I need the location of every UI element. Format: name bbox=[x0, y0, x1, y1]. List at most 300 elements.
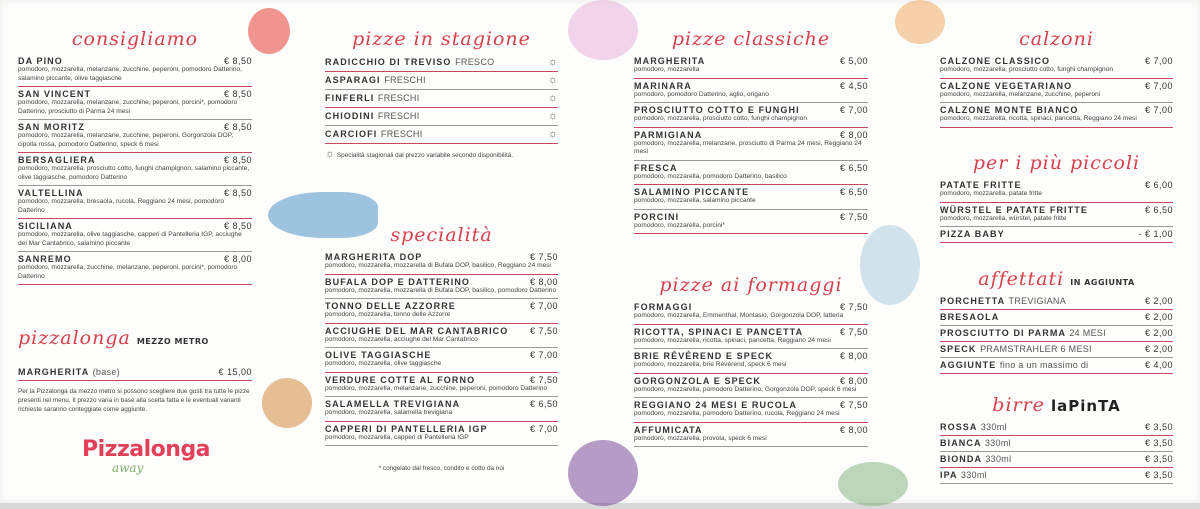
item-name: CALZONE MONTE BIANCO bbox=[940, 105, 1079, 115]
menu-item bbox=[325, 397, 558, 422]
section-pizzalonga bbox=[18, 327, 252, 414]
menu-item-description: pomodoro, mozzarella, olive taggiasche, capperi di Pantelleria IGP, acciughe del Mar Cantabrico, salamino piccante bbox=[18, 231, 242, 247]
menu-item-name bbox=[18, 254, 72, 264]
section-affettati bbox=[940, 268, 1173, 374]
menu-item-row bbox=[18, 56, 252, 66]
item-qualifier: 330ml bbox=[985, 454, 1012, 464]
menu-item bbox=[634, 423, 868, 448]
item-qualifier: PRAMSTRAHLER 6 MESI bbox=[980, 344, 1092, 354]
item-name: BIONDA bbox=[940, 454, 982, 464]
menu-item-row bbox=[634, 302, 868, 312]
menu-item-description: pomodoro, mozzarella, ricotta, spinaci, pancetta, Reggiano 24 mesi bbox=[634, 336, 831, 344]
section-pizze-classiche bbox=[634, 28, 868, 234]
menu-item-name bbox=[940, 454, 1011, 464]
menu-item bbox=[940, 468, 1173, 484]
menu-item-price: € 6,50 bbox=[1144, 204, 1173, 215]
fish2-illustration bbox=[860, 225, 920, 305]
menu-item-description: pomodoro, mozzarella, prosciutto cotto, funghi champignon bbox=[634, 115, 807, 122]
menu-item bbox=[325, 108, 558, 126]
item-name: REGGIANO 24 MESI E RUCOLA bbox=[634, 400, 798, 410]
item-name: PORCHETTA bbox=[940, 296, 1005, 306]
item-name: CHIODINI bbox=[325, 111, 375, 121]
menu-item-row bbox=[634, 351, 868, 361]
pizzalonga-logo-tagline: away bbox=[112, 461, 144, 475]
menu-item-row bbox=[634, 400, 868, 410]
menu-item-name bbox=[634, 81, 692, 91]
menu-item-description: pomodoro, mozzarella, provola, speck 6 mesi bbox=[634, 434, 767, 442]
menu-item-description: pomodoro, mozzarella, ricotta, spinaci, pancetta, Reggiano 24 mesi bbox=[940, 115, 1137, 122]
item-name: CALZONE VEGETARIANO bbox=[940, 80, 1073, 91]
menu-item-price: € 3,50 bbox=[1144, 470, 1173, 480]
menu-item-description: pomodoro, mozzarella, melanzane, prosciutto di Parma 24 mesi, Reggiano 24 mesi bbox=[634, 139, 862, 155]
menu-item-name bbox=[634, 187, 749, 197]
menu-item-price: € 4,00 bbox=[1144, 360, 1173, 370]
menu-item bbox=[634, 54, 868, 79]
menu-item bbox=[18, 252, 252, 285]
menu-item-row bbox=[940, 344, 1173, 354]
menu-item bbox=[18, 365, 252, 381]
section-title bbox=[325, 28, 558, 54]
menu-item bbox=[940, 452, 1173, 468]
menu-item-name bbox=[18, 155, 96, 165]
section-title-text: per i più piccoli bbox=[972, 152, 1141, 174]
menu-item-name bbox=[940, 422, 1007, 432]
menu-item-row bbox=[634, 425, 868, 435]
item-name: SPECK bbox=[940, 344, 977, 354]
footnote: * congelato dal fresco, condito e cotto da noi bbox=[378, 465, 505, 472]
menu-item-row bbox=[325, 399, 558, 409]
menu-item-name bbox=[634, 212, 679, 222]
menu-item-row bbox=[634, 212, 868, 222]
item-name: DA PINO bbox=[18, 56, 63, 66]
item-name: SANREMO bbox=[18, 254, 72, 264]
eggplant-illustration bbox=[568, 440, 638, 506]
menu-item-name bbox=[634, 376, 761, 386]
item-name: BUFALA DOP E DATTERINO bbox=[325, 276, 471, 287]
menu-item bbox=[18, 153, 252, 186]
menu-item-price: € 8,50 bbox=[223, 56, 252, 66]
item-name: VALTELLINA bbox=[18, 188, 84, 198]
menu-item-row bbox=[940, 105, 1173, 115]
item-name: FINFERLI bbox=[325, 93, 375, 103]
seasonal-sun-icon: ☼ bbox=[547, 128, 558, 140]
menu-item-description: pomodoro, mozzarella, porcini* bbox=[634, 221, 725, 229]
menu-item-row bbox=[634, 327, 868, 337]
menu-item-name bbox=[634, 105, 800, 115]
menu-item-row bbox=[940, 438, 1173, 448]
menu-item-name bbox=[940, 438, 1011, 448]
lapinta-logo: laPinTA bbox=[1050, 397, 1121, 415]
item-name: SAN MORITZ bbox=[18, 122, 85, 132]
menu-item-description: pomodoro, mozzarella, pomodoro Datterino, basilico bbox=[634, 172, 787, 180]
menu-item-name bbox=[325, 350, 431, 360]
menu-item bbox=[940, 79, 1173, 104]
section-title bbox=[940, 394, 1173, 420]
section-calzoni bbox=[940, 28, 1173, 128]
menu-item-price: € 6,00 bbox=[1144, 180, 1173, 190]
item-name: BRESAOLA bbox=[940, 312, 1000, 322]
item-name: FRESCA bbox=[634, 162, 678, 173]
menu-item bbox=[325, 275, 558, 300]
item-qualifier: FRESCHI bbox=[377, 111, 420, 121]
menu-item-name bbox=[634, 400, 797, 410]
menu-item-row bbox=[325, 277, 558, 287]
section-title bbox=[940, 152, 1173, 178]
item-qualifier: 330ml bbox=[984, 438, 1011, 448]
section-title-text: birre bbox=[992, 394, 1045, 416]
section-title-text: affettati bbox=[978, 268, 1065, 290]
item-name: WÜRSTEL E PATATE FRITTE bbox=[940, 204, 1088, 215]
menu-item-price: € 8,50 bbox=[223, 122, 252, 132]
item-name: RADICCHIO DI TREVISO bbox=[325, 57, 452, 67]
menu-item bbox=[634, 210, 868, 235]
menu-item bbox=[940, 178, 1173, 203]
section-title-text: pizze classiche bbox=[671, 28, 831, 50]
seasonal-sun-icon: ☼ bbox=[547, 92, 558, 104]
section-title-text: specialità bbox=[390, 224, 493, 246]
mushroom-illustration bbox=[262, 378, 312, 428]
menu-item bbox=[940, 326, 1173, 342]
menu-item-price: € 3,50 bbox=[1144, 454, 1173, 464]
menu-item bbox=[940, 358, 1173, 374]
menu-item-price: € 2,00 bbox=[1144, 328, 1173, 338]
menu-item-name bbox=[325, 399, 460, 409]
section-subtitle: IN AGGIUNTA bbox=[1070, 278, 1135, 287]
note-text: Per la Pizzalonga da mezzo metro si possono scegliere due gusti tra tutte le pizze presenti nel menu. Il prezzo varia in base alla scelta fatta e le eventuali varianti richieste saranno conteggiate come aggiunte. bbox=[18, 388, 250, 413]
section-title bbox=[634, 28, 868, 54]
menu-item-row bbox=[325, 110, 558, 122]
menu-item bbox=[18, 186, 252, 219]
menu-item-price: € 8,00 bbox=[529, 276, 558, 287]
section-specialita bbox=[325, 224, 558, 473]
menu-item-description: pomodoro, mozzarella, melanzane, zucchine, peperoni, Gorgonzola DOP, cipolla rossa, pomodoro Datterino, speck 6 mesi bbox=[18, 132, 234, 148]
item-qualifier: 24 MESI bbox=[1069, 328, 1106, 338]
menu-item-description: pomodoro, mozzarella, würstel, patate fritte bbox=[940, 214, 1067, 222]
section-title bbox=[18, 327, 252, 353]
section-title-text: consigliamo bbox=[71, 28, 199, 50]
menu-item-price: € 2,00 bbox=[1144, 296, 1173, 306]
menu-item-description: pomodoro, mozzarella, prosciutto cotto, funghi champignon bbox=[940, 66, 1113, 73]
section-title bbox=[18, 28, 252, 54]
menu-item-row bbox=[325, 252, 558, 262]
menu-item-name bbox=[325, 375, 475, 385]
menu-item-name bbox=[940, 328, 1106, 338]
menu-item bbox=[940, 310, 1173, 326]
item-name: PIZZA BABY bbox=[940, 229, 1005, 239]
item-name: CAPPERI DI PANTELLERIA IGP bbox=[325, 423, 488, 434]
item-name: IPA bbox=[940, 470, 958, 480]
item-name: MARGHERITA DOP bbox=[325, 252, 423, 262]
item-qualifier: FRESCHI bbox=[377, 93, 420, 103]
menu-item-price: € 8,50 bbox=[223, 188, 252, 198]
menu-item bbox=[325, 373, 558, 398]
menu-item-price: € 7,00 bbox=[839, 105, 868, 115]
menu-item-description: pomodoro, mozzarella, capperi di Pantelleria IGP bbox=[325, 433, 469, 441]
menu-item-name bbox=[634, 130, 702, 140]
item-qualifier: TREVIGIANA bbox=[1008, 296, 1067, 306]
section-note bbox=[18, 387, 252, 414]
menu-item bbox=[634, 325, 868, 350]
menu-item-row bbox=[325, 74, 558, 86]
menu-item-row bbox=[940, 470, 1173, 480]
menu-item-name bbox=[18, 122, 85, 132]
menu-item bbox=[940, 294, 1173, 310]
menu-item-name bbox=[940, 105, 1079, 115]
menu-item bbox=[325, 126, 558, 144]
menu-item-price: € 7,50 bbox=[529, 252, 558, 262]
menu-item-name bbox=[325, 301, 456, 311]
menu-item-name bbox=[325, 277, 470, 287]
menu-item bbox=[18, 120, 252, 153]
menu-item bbox=[325, 348, 558, 373]
menu-item bbox=[325, 422, 558, 447]
menu-item-description: pomodoro, mozzarella, bresaola, rucola, Reggiano 24 mesi, pomodoro Datterino bbox=[18, 198, 224, 214]
menu-item-name bbox=[18, 188, 84, 198]
menu-item bbox=[325, 250, 558, 275]
item-name: MARINARA bbox=[634, 80, 692, 91]
menu-item-row bbox=[18, 122, 252, 132]
menu-item-name bbox=[325, 129, 423, 139]
menu-item-row bbox=[940, 312, 1173, 322]
menu-item-description: pomodoro, mozzarella, brie Révérend, speck 6 mesi bbox=[634, 361, 787, 368]
menu-item-price: € 8,00 bbox=[839, 129, 868, 140]
item-name: SALAMINO PICCANTE bbox=[634, 187, 750, 197]
menu-item-row bbox=[940, 81, 1173, 91]
menu-item-row bbox=[940, 180, 1173, 190]
section-note bbox=[325, 150, 558, 160]
note-text: Specialità stagionali dal prezzo variabile secondo disponibilità. bbox=[336, 152, 514, 159]
menu-item-description: pomodoro, mozzarella, melanzane, zucchine, peperoni bbox=[940, 90, 1101, 98]
menu-item-name bbox=[940, 360, 1088, 370]
menu-item-name bbox=[634, 351, 773, 361]
item-name: SICILIANA bbox=[18, 221, 73, 231]
menu-item-price: € 7,00 bbox=[1144, 80, 1173, 91]
menu-item-description: pomodoro, mozzarella, pomodoro Datterino, Gorgonzola DOP, speck 6 mesi bbox=[634, 385, 857, 393]
section-pizze-ai-formaggi bbox=[634, 274, 868, 447]
menu-item-price: € 7,50 bbox=[839, 211, 868, 222]
menu-item-price: € 6,50 bbox=[839, 162, 868, 173]
menu-item bbox=[18, 87, 252, 120]
item-name: VERDURE COTTE AL FORNO bbox=[325, 374, 476, 385]
item-name: SALAMELLA TREVIGIANA bbox=[325, 399, 461, 409]
item-qualifier: FRESCHI bbox=[380, 129, 423, 139]
menu-item-name bbox=[940, 180, 1022, 190]
item-name: AFFUMICATA bbox=[634, 424, 703, 435]
menu-item-name bbox=[634, 425, 703, 435]
section-birre bbox=[940, 394, 1173, 484]
menu-item-row bbox=[18, 221, 252, 231]
item-name: PATATE FRITTE bbox=[940, 180, 1022, 190]
menu-item-description: pomodoro, mozzarella, pomodoro Datterino, rucola, Reggiano 24 mesi bbox=[634, 410, 840, 417]
section-title-text: calzoni bbox=[1019, 28, 1094, 50]
item-name: FORMAGGI bbox=[634, 302, 693, 312]
item-name: BRIE RÉVÉREND E SPECK bbox=[634, 351, 774, 361]
item-qualifier: FRESCO bbox=[455, 57, 495, 67]
menu-item-name bbox=[940, 56, 1050, 66]
item-qualifier: (base) bbox=[92, 367, 120, 377]
menu-item-description: pomodoro, mozzarella, zucchine, melanzane, peperoni, porcini*, pomodoro Datterino bbox=[18, 264, 238, 280]
menu-item bbox=[325, 72, 558, 90]
item-name: TONNO DELLE AZZORRE bbox=[325, 301, 456, 311]
section-title bbox=[325, 224, 558, 250]
menu-item-price: € 2,00 bbox=[1144, 312, 1173, 322]
menu-item-row bbox=[325, 350, 558, 360]
menu-item-row bbox=[325, 128, 558, 140]
menu-item-price: € 8,00 bbox=[839, 351, 868, 361]
menu-item-description: pomodoro, mozzarella, acciughe del Mar Cantabrico bbox=[325, 335, 478, 343]
item-qualifier: 330ml bbox=[980, 422, 1007, 432]
menu-item-name bbox=[325, 252, 422, 262]
menu-item-price: € 7,50 bbox=[839, 326, 868, 337]
section-per-i-piu-piccoli bbox=[940, 152, 1173, 243]
menu-item-name bbox=[325, 93, 420, 103]
item-name: MARGHERITA bbox=[634, 56, 706, 66]
item-name: SAN VINCENT bbox=[18, 89, 92, 99]
menu-item-name bbox=[634, 163, 678, 173]
menu-item-row bbox=[325, 92, 558, 104]
section-title-text: pizze ai formaggi bbox=[659, 274, 843, 296]
menu-item-name bbox=[940, 205, 1088, 215]
item-qualifier: fino a un massimo di bbox=[999, 360, 1089, 370]
menu-item-row bbox=[325, 326, 558, 336]
menu-item-row bbox=[634, 130, 868, 140]
menu-item bbox=[634, 79, 868, 104]
seasonal-sun-icon: ☼ bbox=[547, 56, 558, 68]
menu-item-name bbox=[325, 75, 426, 85]
menu-item bbox=[634, 185, 868, 210]
menu-item-price: € 3,50 bbox=[1144, 422, 1173, 432]
item-qualifier: 330ml bbox=[960, 470, 987, 480]
menu-item-description: pomodoro, mozzarella, melanzane, zucchine, peperoni, pomodoro Datterino, salamino piccante, olive taggiasche bbox=[18, 66, 242, 82]
section-title bbox=[634, 274, 868, 300]
seasonal-sun-icon: ☼ bbox=[547, 74, 558, 86]
item-name: ROSSA bbox=[940, 422, 978, 432]
menu-item-row bbox=[18, 89, 252, 99]
menu-item bbox=[634, 128, 868, 161]
item-name: CARCIOFI bbox=[325, 129, 378, 139]
menu-item-row bbox=[634, 81, 868, 91]
menu-item-price: € 7,50 bbox=[529, 325, 558, 336]
menu-item-price: € 7,00 bbox=[1144, 56, 1173, 66]
menu-item-name bbox=[634, 56, 705, 66]
menu-item-row bbox=[940, 422, 1173, 432]
menu-item-row bbox=[325, 424, 558, 434]
menu-item-name bbox=[940, 296, 1066, 306]
menu-item bbox=[940, 436, 1173, 452]
menu-item-row bbox=[940, 454, 1173, 464]
menu-item-row bbox=[325, 301, 558, 311]
menu-item-price: € 4,50 bbox=[839, 80, 868, 91]
menu-item-description: pomodoro, mozzarella, tonno delle Azzorre bbox=[325, 311, 451, 318]
artichoke-illustration bbox=[838, 462, 908, 506]
menu-item-name bbox=[325, 424, 488, 434]
menu-item-row bbox=[634, 163, 868, 173]
section-consigliamo bbox=[18, 28, 252, 285]
menu-item-price: € 15,00 bbox=[218, 367, 252, 377]
menu-item-price: € 8,50 bbox=[223, 155, 252, 165]
menu-item-price: € 8,00 bbox=[223, 254, 252, 264]
item-name: OLIVE TAGGIASCHE bbox=[325, 350, 432, 360]
menu-item bbox=[634, 349, 868, 374]
menu-item-name bbox=[18, 367, 120, 377]
menu-item-description: pomodoro, mozzarella, melanzane, zucchine, peperoni, porcini*, pomodoro Datterino, prosciutto di Parma 24 mesi bbox=[18, 99, 238, 115]
item-name: MARGHERITA bbox=[18, 367, 89, 377]
menu-item-description: pomodoro, mozzarella, melanzane, zucchine, peperoni, pomodoro Datterino bbox=[325, 384, 548, 392]
item-name: GORGONZOLA E SPECK bbox=[634, 375, 761, 386]
menu-item-name bbox=[940, 312, 999, 322]
menu-item-description: pomodoro, mozzarella, mozzarella di Bufala DOP, basilico, Reggiano 24 mesi bbox=[325, 262, 552, 269]
menu-item bbox=[325, 324, 558, 349]
menu-item-description: pomodoro, pomodoro Datterino, aglio, origano bbox=[634, 90, 769, 98]
menu-item-price: € 8,50 bbox=[223, 221, 252, 231]
menu-item-price: € 6,50 bbox=[529, 399, 558, 409]
menu-item-price: € 6,50 bbox=[839, 187, 868, 197]
menu-item-description: pomodoro, mozzarella, salamella trevigiana bbox=[325, 409, 453, 416]
menu-item bbox=[18, 219, 252, 252]
menu-item-row bbox=[634, 376, 868, 386]
menu-item-name bbox=[634, 327, 803, 337]
menu-item-name bbox=[940, 81, 1072, 91]
pizzalonga-logo: Pizzalonga bbox=[82, 437, 211, 462]
menu-item-name bbox=[940, 344, 1092, 354]
item-name: BIANCA bbox=[940, 438, 982, 448]
menu-item bbox=[940, 54, 1173, 79]
menu-item bbox=[634, 300, 868, 325]
menu-item-description: pomodoro, mozzarella, patate fritte bbox=[940, 190, 1042, 197]
menu-item bbox=[18, 54, 252, 87]
seasonal-sun-icon: ☼ bbox=[547, 110, 558, 122]
menu-item-name bbox=[18, 89, 91, 99]
menu-item bbox=[634, 103, 868, 128]
menu-item bbox=[940, 420, 1173, 436]
menu-item-price: € 7,00 bbox=[529, 423, 558, 434]
menu-item-row bbox=[634, 56, 868, 66]
menu-item-row bbox=[325, 56, 558, 68]
item-name: PORCINI bbox=[634, 211, 680, 222]
menu-item-name bbox=[940, 470, 987, 480]
menu-item-name bbox=[18, 221, 73, 231]
menu-item-row bbox=[634, 105, 868, 115]
menu-item-price: € 7,00 bbox=[1144, 105, 1173, 115]
menu-item-name bbox=[940, 229, 1005, 239]
item-name: AGGIUNTE bbox=[940, 360, 997, 370]
menu-item-description: pomodoro, mozzarella, prosciutto cotto, funghi champignon, salamino piccante, olive taggiasche, pomodoro Datterino bbox=[18, 165, 250, 181]
section-title-text: pizze in stagione bbox=[352, 28, 531, 50]
menu-item-price: € 7,00 bbox=[529, 350, 558, 360]
menu-item-price: € 8,50 bbox=[223, 89, 252, 99]
section-subtitle: MEZZO METRO bbox=[136, 337, 209, 346]
menu-item-price: - € 1,00 bbox=[1138, 229, 1173, 239]
menu-item-name bbox=[634, 302, 692, 312]
item-name: PARMIGIANA bbox=[634, 129, 703, 140]
menu-item-name bbox=[325, 111, 420, 121]
onion-illustration bbox=[568, 0, 638, 60]
menu-item bbox=[634, 374, 868, 399]
menu-item-price: € 2,00 bbox=[1144, 344, 1173, 354]
section-title bbox=[940, 28, 1173, 54]
menu-item bbox=[940, 203, 1173, 228]
item-name: ACCIUGHE DEL MAR CANTABRICO bbox=[325, 325, 509, 336]
menu-item-row bbox=[18, 254, 252, 264]
menu-item-price: € 8,00 bbox=[839, 375, 868, 386]
item-name: RICOTTA, SPINACI E PANCETTA bbox=[634, 326, 804, 337]
section-title bbox=[940, 268, 1173, 294]
menu-item bbox=[940, 342, 1173, 358]
menu-item bbox=[634, 398, 868, 423]
menu-item-description: pomodoro, mozzarella bbox=[634, 66, 700, 73]
item-name: PROSCIUTTO DI PARMA bbox=[940, 328, 1066, 338]
menu-item-name bbox=[18, 56, 63, 66]
